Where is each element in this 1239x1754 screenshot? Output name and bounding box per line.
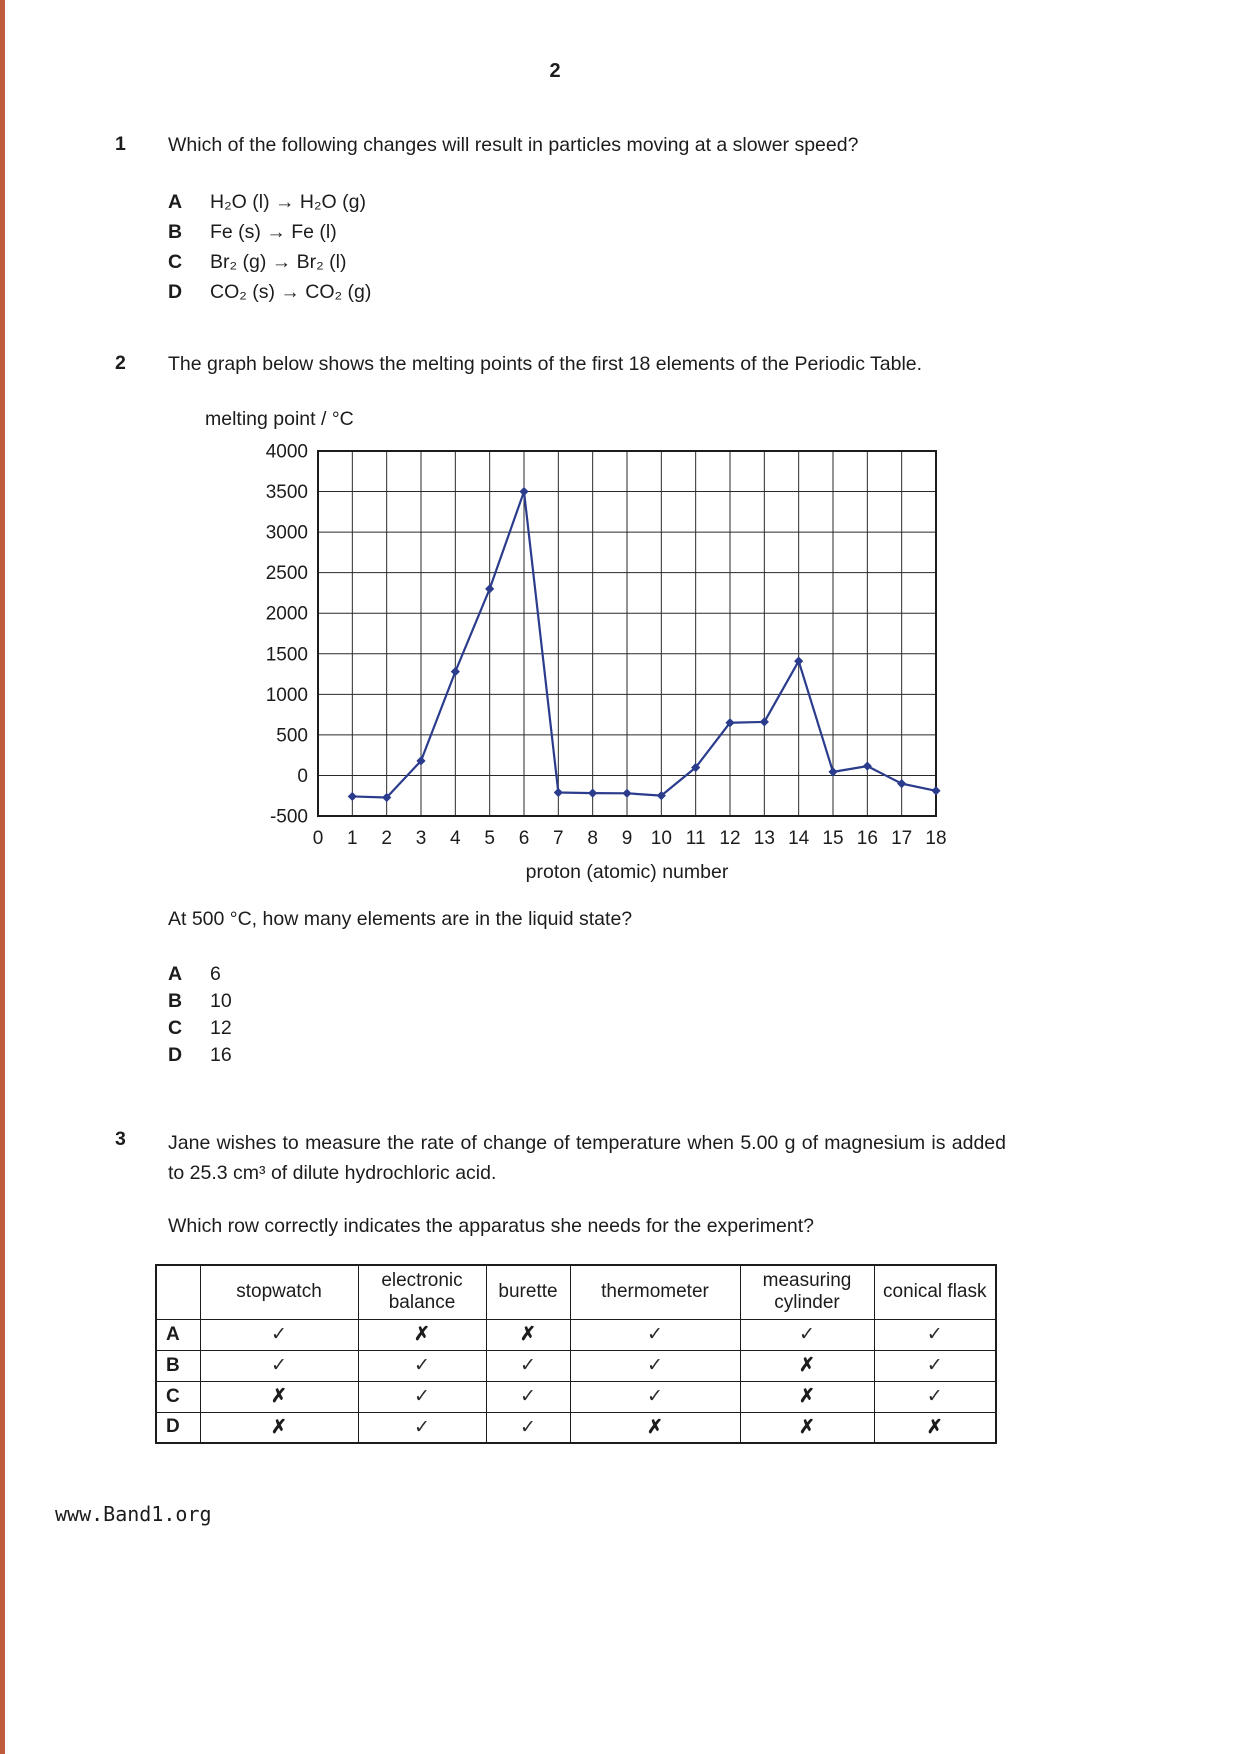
check-mark: ✓ <box>486 1381 570 1412</box>
option-D <box>168 1042 1185 1069</box>
question-3-text: Jane wishes to measure the rate of change of temperature when 5.00 g of magnesium is added to 25.3 cm³ of dilute hydrochloric acid. <box>168 1132 1006 1184</box>
chart-data-marker <box>485 584 494 593</box>
x-tick-label: 0 <box>312 828 324 849</box>
x-tick-label: 1 <box>347 828 358 849</box>
chart-data-line <box>352 492 936 798</box>
x-tick-label: 5 <box>484 828 495 849</box>
chart-data-marker <box>588 789 597 798</box>
option-letter: D <box>168 281 183 303</box>
y-tick-label: 1000 <box>265 684 308 706</box>
question-2-text: The graph below shows the melting points of the first 18 elements of the Periodic Table. <box>168 353 923 375</box>
question-2 <box>115 352 1185 1069</box>
footer-url: www.Band1.org <box>55 1502 212 1526</box>
x-tick-label: 14 <box>788 828 810 849</box>
option-letter: B <box>168 221 183 243</box>
option-letter: C <box>168 251 183 273</box>
y-tick-label: 3000 <box>265 522 308 544</box>
chart-data-marker <box>863 762 872 771</box>
cross-mark: ✗ <box>740 1350 874 1381</box>
table-header-row <box>156 1265 996 1319</box>
table-header-stopwatch: stopwatch <box>200 1265 358 1319</box>
question-2-sub-question: At 500 °C, how many elements are in the liquid state? <box>168 908 633 930</box>
question-1-text: Which of the following changes will result in particles moving at a slower speed? <box>168 134 859 156</box>
check-mark: ✓ <box>358 1412 486 1443</box>
option-text: 10 <box>210 990 232 1012</box>
x-tick-label: 17 <box>891 828 913 849</box>
cross-mark: ✗ <box>200 1381 358 1412</box>
table-row-D <box>156 1412 996 1443</box>
option-B <box>168 988 1185 1015</box>
question-1 <box>115 133 1135 307</box>
option-C <box>168 247 1135 277</box>
chart-data-marker <box>622 789 631 798</box>
x-tick-label: 7 <box>553 828 564 849</box>
check-mark: ✓ <box>874 1350 996 1381</box>
cross-mark: ✗ <box>358 1319 486 1350</box>
option-text: 16 <box>210 1044 232 1066</box>
check-mark: ✓ <box>200 1319 358 1350</box>
check-mark: ✓ <box>358 1381 486 1412</box>
question-2-number: 2 <box>115 352 126 374</box>
x-tick-label: 2 <box>381 828 392 849</box>
option-C <box>168 1015 1185 1042</box>
chart-data-marker <box>554 788 563 797</box>
option-D <box>168 277 1135 307</box>
check-mark: ✓ <box>570 1319 740 1350</box>
table-header-electronic-balance: electronic balance <box>358 1265 486 1319</box>
row-label: A <box>156 1319 200 1350</box>
option-text: Fe (s) → Fe (l) <box>210 221 337 243</box>
check-mark: ✓ <box>740 1319 874 1350</box>
x-tick-label: 3 <box>415 828 427 849</box>
table-header-row-label <box>156 1265 200 1319</box>
y-tick-label: 4000 <box>265 441 308 463</box>
chart-data-marker <box>348 792 357 801</box>
question-2-content <box>168 352 1185 1069</box>
x-tick-label: 12 <box>719 828 741 849</box>
x-tick-label: 4 <box>450 828 461 849</box>
question-1-options <box>168 187 1135 307</box>
option-B <box>168 217 1135 247</box>
option-text: 12 <box>210 1017 232 1039</box>
x-axis-title: proton (atomic) number <box>525 861 729 883</box>
cross-mark: ✗ <box>200 1412 358 1443</box>
check-mark: ✓ <box>570 1350 740 1381</box>
row-label: D <box>156 1412 200 1443</box>
apparatus-table <box>155 1264 997 1444</box>
chart-data-marker <box>760 717 769 726</box>
y-tick-label: 2500 <box>265 563 308 585</box>
option-letter: A <box>168 963 183 985</box>
x-tick-label: 9 <box>621 828 633 849</box>
page-edge-artifact <box>0 0 5 1754</box>
option-letter: A <box>168 191 183 213</box>
check-mark: ✓ <box>486 1412 570 1443</box>
option-A <box>168 961 1185 988</box>
option-text: 6 <box>210 963 221 985</box>
cross-mark: ✗ <box>486 1319 570 1350</box>
chart-data-marker <box>931 786 940 795</box>
chart-y-axis-title: melting point / °C <box>205 408 354 430</box>
option-letter: B <box>168 990 183 1012</box>
table-header-measuring-cylinder: measuring cylinder <box>740 1265 874 1319</box>
x-tick-label: 8 <box>587 828 598 849</box>
question-3 <box>115 1128 1135 1444</box>
question-1-number: 1 <box>115 133 126 155</box>
table-row-A <box>156 1319 996 1350</box>
option-A <box>168 187 1135 217</box>
option-letter: C <box>168 1017 183 1039</box>
x-tick-label: 11 <box>685 828 706 849</box>
y-tick-label: 1500 <box>265 644 308 666</box>
x-tick-label: 16 <box>856 828 878 849</box>
check-mark: ✓ <box>874 1319 996 1350</box>
check-mark: ✓ <box>874 1381 996 1412</box>
cross-mark: ✗ <box>570 1412 740 1443</box>
chart-data-marker <box>519 487 528 496</box>
y-tick-label: 500 <box>276 725 308 747</box>
cross-mark: ✗ <box>874 1412 996 1443</box>
check-mark: ✓ <box>570 1381 740 1412</box>
x-tick-label: 15 <box>822 828 844 849</box>
y-tick-label: 2000 <box>265 603 308 625</box>
option-text: CO₂ (s) → CO₂ (g) <box>210 281 372 303</box>
question-1-content <box>168 133 1135 307</box>
table-row-C <box>156 1381 996 1412</box>
y-tick-label: 0 <box>297 765 308 787</box>
row-label: B <box>156 1350 200 1381</box>
chart-data-marker <box>451 667 460 676</box>
x-tick-label: 18 <box>925 828 947 849</box>
table-header-thermometer: thermometer <box>570 1265 740 1319</box>
question-3-content <box>168 1128 1135 1444</box>
x-tick-label: 6 <box>518 828 530 849</box>
table-header-burette: burette <box>486 1265 570 1319</box>
question-3-sub-question: Which row correctly indicates the apparatus she needs for the experiment? <box>168 1215 814 1237</box>
option-letter: D <box>168 1044 183 1066</box>
row-label: C <box>156 1381 200 1412</box>
x-tick-label: 10 <box>650 828 672 849</box>
option-text: H₂O (l) → H₂O (g) <box>210 191 366 213</box>
table-row-B <box>156 1350 996 1381</box>
cross-mark: ✗ <box>740 1412 874 1443</box>
chart-data-marker <box>897 779 906 788</box>
y-tick-label: 3500 <box>265 482 308 504</box>
question-2-options <box>168 961 1185 1069</box>
y-tick-label: -500 <box>269 806 308 828</box>
page-number: 2 <box>549 60 561 82</box>
check-mark: ✓ <box>200 1350 358 1381</box>
cross-mark: ✗ <box>740 1381 874 1412</box>
check-mark: ✓ <box>358 1350 486 1381</box>
check-mark: ✓ <box>486 1350 570 1381</box>
chart-data-marker <box>794 656 803 665</box>
melting-point-chart <box>205 441 950 891</box>
question-3-number: 3 <box>115 1128 126 1150</box>
x-tick-label: 13 <box>753 828 775 849</box>
option-text: Br₂ (g) → Br₂ (l) <box>210 251 347 273</box>
table-header-conical-flask: conical flask <box>874 1265 996 1319</box>
